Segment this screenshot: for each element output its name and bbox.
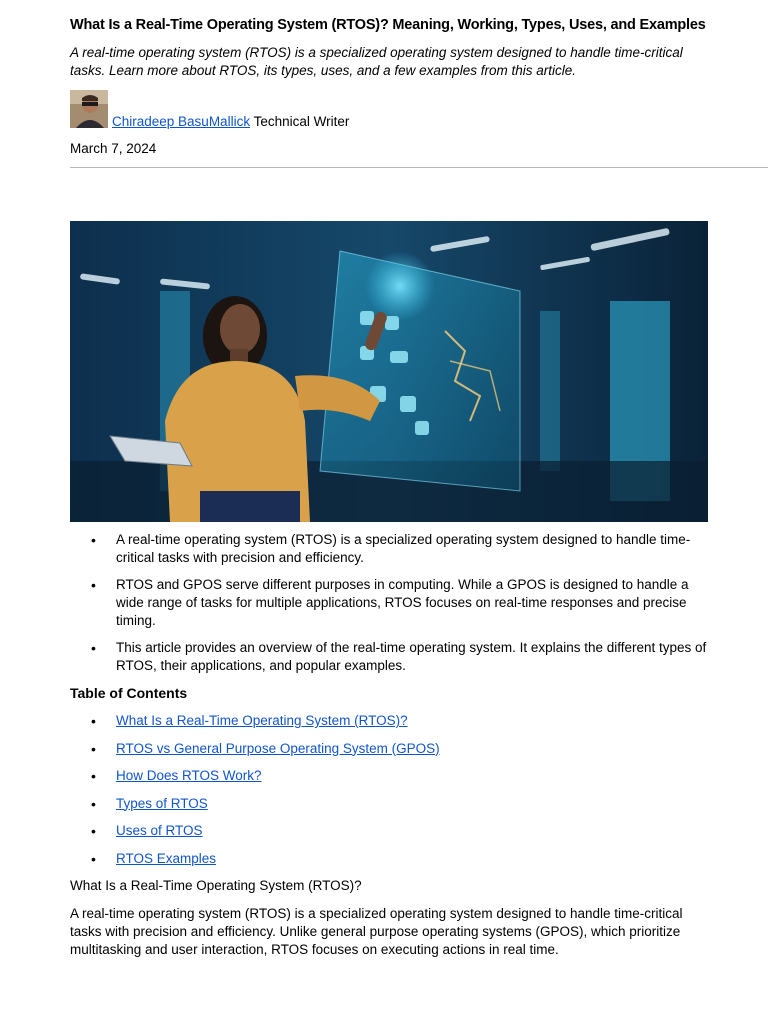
list-item: • RTOS and GPOS serve different purposes in computing. While a GPOS is designed to handle a wide range of tasks for multiple applications, RTOS focuses on real-time responses and precise timing. xyxy=(70,576,710,630)
toc-link-what-is-rtos[interactable]: What Is a Real-Time Operating System (RTOS)? xyxy=(116,713,408,728)
author-avatar[interactable] xyxy=(70,90,108,128)
toc-item xyxy=(70,740,670,768)
section-heading: What Is a Real-Time Operating System (RTOS)? xyxy=(70,878,362,893)
toc-link-types-of-rtos[interactable]: Types of RTOS xyxy=(116,795,208,811)
toc-item xyxy=(70,712,670,740)
toc-item xyxy=(70,795,670,823)
author-row xyxy=(70,90,470,130)
toc-link-uses-of-rtos[interactable]: Uses of RTOS xyxy=(116,823,203,838)
publish-date: March 7, 2024 xyxy=(70,141,157,156)
toc-item xyxy=(70,850,670,878)
list-item: • This article provides an overview of the real-time operating system. It explains the different types of RTOS, their applications, and popular examples. xyxy=(70,639,710,675)
toc-link-rtos-vs-gpos[interactable]: RTOS vs General Purpose Operating System (GPOS) xyxy=(116,740,440,756)
author-role: Technical Writer xyxy=(253,114,350,129)
author-name-link[interactable]: Chiradeep BasuMallick xyxy=(112,114,251,129)
toc-link-how-rtos-works[interactable]: How Does RTOS Work? xyxy=(116,768,262,783)
hero-image xyxy=(70,221,708,522)
section-paragraph: A real-time operating system (RTOS) is a specialized operating system designed to handle time-critical tasks with precision and efficiency. Unlike general purpose operating systems (GPOS), which prioritize multitasking and user interaction, RTOS focuses on executing actions in real time. xyxy=(70,906,683,957)
toc-item xyxy=(70,767,670,795)
table-of-contents xyxy=(70,712,670,877)
toc-link-rtos-examples[interactable]: RTOS Examples xyxy=(116,850,217,866)
key-points-list xyxy=(70,531,710,684)
toc-heading: Table of Contents xyxy=(70,685,188,701)
article-title: What Is a Real-Time Operating System (RTOS)? Meaning, Working, Types, Uses, and Examples xyxy=(70,17,706,33)
list-item: • A real-time operating system (RTOS) is a specialized operating system designed to handle time-critical tasks with precision and efficiency. xyxy=(70,531,710,567)
toc-item xyxy=(70,822,670,850)
author-byline xyxy=(112,114,349,129)
divider xyxy=(70,167,768,168)
article-subtitle: A real-time operating system (RTOS) is a specialized operating system designed to handle time-critical tasks. Learn more about RTOS, its types, uses, and a few examples from this article. xyxy=(70,45,683,78)
